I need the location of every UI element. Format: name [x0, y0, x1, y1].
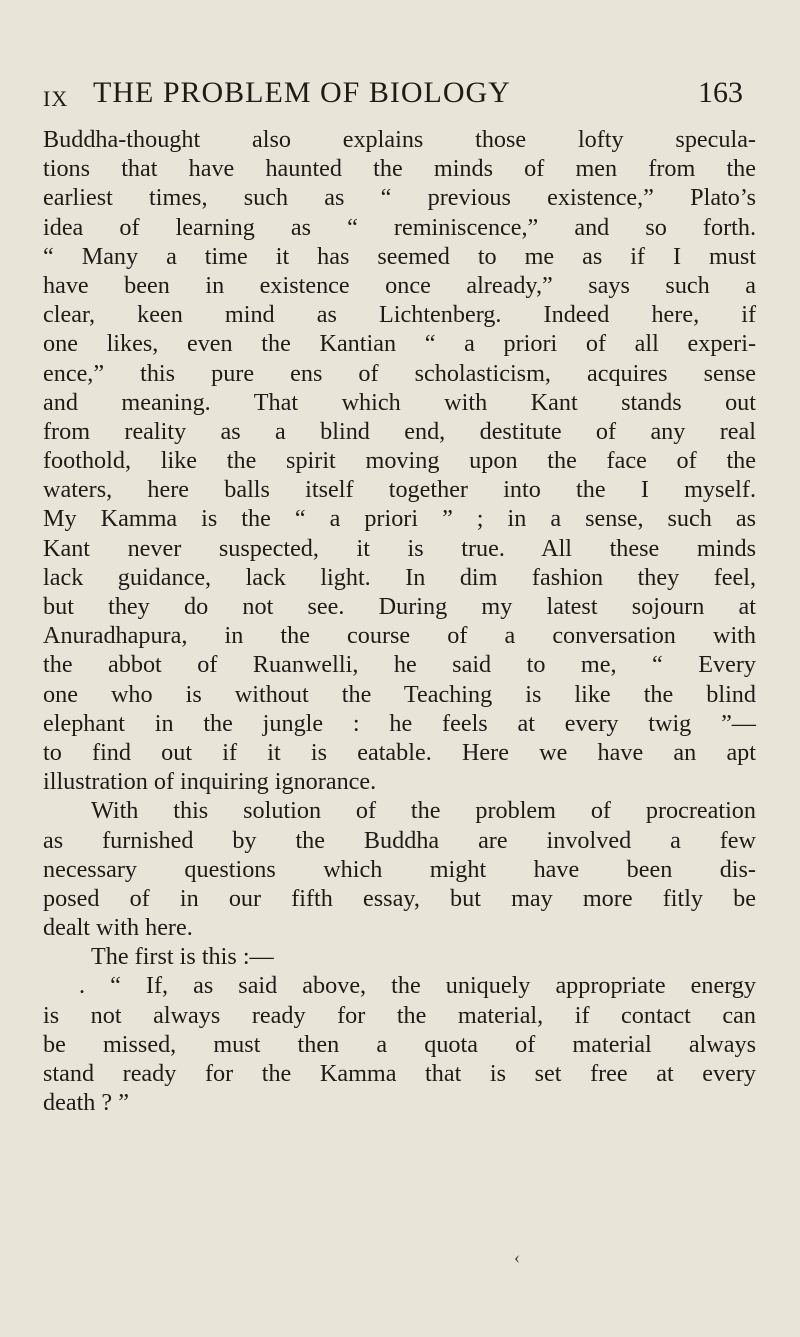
text-line: clear, keen mind as Lichtenberg. Indeed here, if: [43, 301, 756, 329]
running-header: [43, 76, 743, 116]
text-line: ence,” this pure ens of scholasticism, acquires sense: [43, 359, 756, 387]
body-text: [43, 125, 756, 1117]
text-line: The first is this :—: [91, 943, 274, 971]
text-line: be missed, must then a quota of material always: [43, 1030, 756, 1058]
text-line: death ? ”: [43, 1089, 129, 1117]
text-line: Anuradhapura, in the course of a conversation with: [43, 622, 756, 650]
text-line: Kant never suspected, it is true. All these minds: [43, 534, 756, 562]
text-line: idea of learning as “ reminiscence,” and so forth.: [43, 213, 756, 241]
text-line: illustration of inquiring ignorance.: [43, 768, 377, 796]
text-line: lack guidance, lack light. In dim fashion they feel,: [43, 563, 756, 591]
text-line: My Kamma is the “ a priori ” ; in a sense, such as: [43, 505, 756, 533]
text-line: from reality as a blind end, destitute of any real: [43, 417, 756, 445]
text-line: have been in existence once already,” says such a: [43, 271, 756, 299]
text-line: but they do not see. During my latest sojourn at: [43, 593, 756, 620]
text-line: one likes, even the Kantian “ a priori of all experi-: [43, 330, 756, 358]
text-line: necessary questions which might have been dis-: [43, 855, 756, 883]
text-line: dealt with here.: [43, 914, 193, 942]
page-number: 163: [698, 76, 743, 109]
chapter-title: THE PROBLEM OF BIOLOGY: [93, 76, 511, 109]
chapter-number: IX: [43, 86, 69, 111]
text-line: one who is without the Teaching is like the blind: [43, 680, 756, 708]
text-line: the abbot of Ruanwelli, he said to me, “ Every: [43, 651, 756, 679]
text-line: is not always ready for the material, if contact can: [43, 1001, 756, 1029]
text-line: With this solution of the problem of procreation: [91, 797, 756, 825]
text-line: tions that have haunted the minds of men from the: [43, 155, 756, 183]
text-line: waters, here balls itself together into the I myself.: [43, 476, 756, 504]
text-line: to find out if it is eatable. Here we have an apt: [43, 738, 756, 766]
text-line: “ Many a time it has seemed to me as if I must: [43, 242, 756, 270]
text-line: Buddha-thought also explains those lofty specula-: [43, 126, 756, 153]
text-line: foothold, like the spirit moving upon the face of the: [43, 447, 756, 475]
text-line: . “ If, as said above, the uniquely appropriate energy: [79, 972, 756, 1000]
text-line: elephant in the jungle : he feels at every twig ”—: [43, 709, 756, 737]
text-line: earliest times, such as “ previous existence,” Plato’s: [43, 184, 756, 212]
printer-mark: ‹: [514, 1247, 520, 1267]
text-line: stand ready for the Kamma that is set free at every: [43, 1060, 756, 1087]
text-line: and meaning. That which with Kant stands out: [43, 388, 756, 416]
text-line: as furnished by the Buddha are involved a few: [43, 826, 756, 854]
text-line: posed of in our fifth essay, but may more fitly be: [43, 884, 756, 912]
